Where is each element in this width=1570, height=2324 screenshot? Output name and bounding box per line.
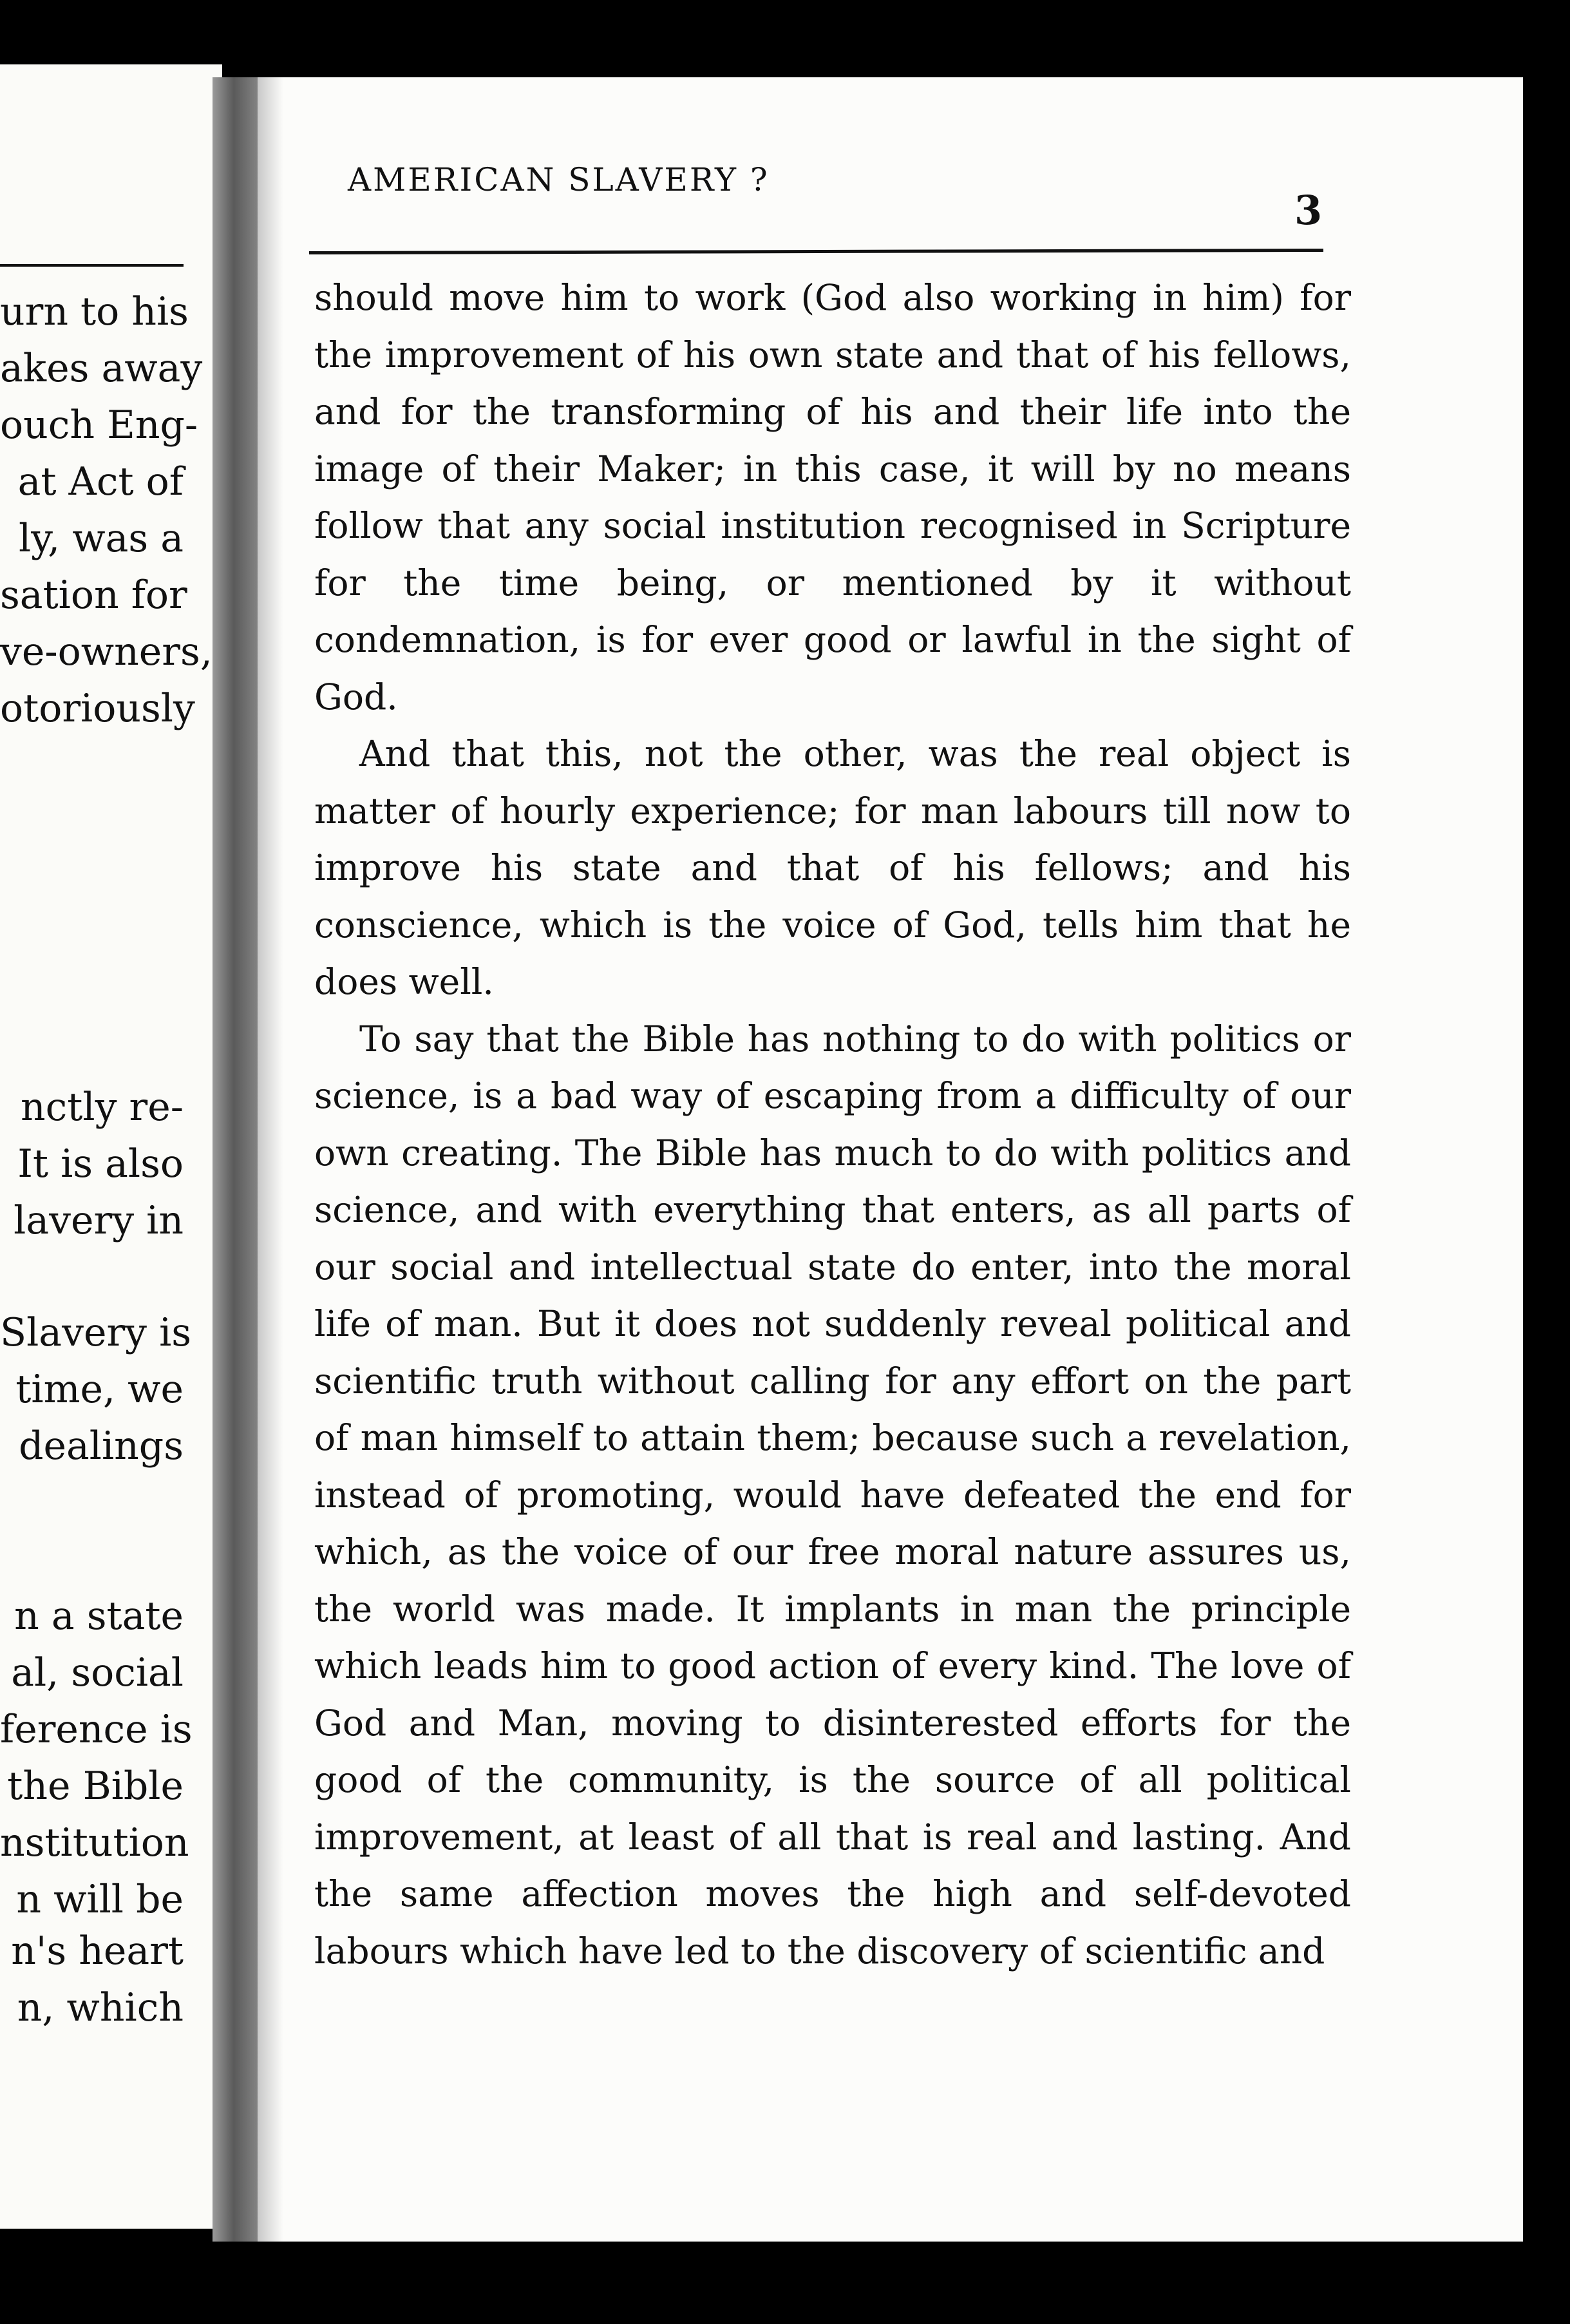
left-line: sation for <box>0 573 187 618</box>
left-text-group-3 <box>0 1304 192 1474</box>
left-line: the Bible <box>7 1764 184 1809</box>
left-page <box>0 64 222 2229</box>
left-line: akes away <box>0 346 203 391</box>
left-line: ly, was a <box>18 516 184 561</box>
left-line: nctly re- <box>21 1085 184 1130</box>
left-line: n's heart <box>11 1929 184 1974</box>
left-line: time, we <box>15 1367 184 1412</box>
left-text-group-2 <box>0 1079 184 1249</box>
left-text-group-1 <box>0 283 213 737</box>
left-line: otoriously <box>0 686 195 731</box>
left-page-rule <box>0 264 184 267</box>
left-line: nstitution <box>0 1820 189 1865</box>
page-number: 3 <box>1294 187 1323 234</box>
left-line: ve-owners, <box>0 629 213 674</box>
left-line: It is also <box>17 1141 184 1186</box>
left-line: urn to his <box>0 289 189 334</box>
left-line: n a state <box>14 1594 184 1639</box>
left-text-group-5 <box>0 1923 184 2036</box>
left-line: n will be <box>16 1877 184 1922</box>
paragraph: To say that the Bible has nothing to do with politics or science, is a bad way of escaping from a difficulty of our own creating. The Bible has much to do with politics and science, and with everything that enters, as all parts of our social and intellectual state do enter, into the moral life of man. But it does not suddenly reveal political and scientific truth without calling for any effort on the part of man himself to attain them; because such a revelation, instead of promoting, would have defeated the end for which, as the voice of our free moral nature assures us, the world was made. It implants in man the principle which leads him to good action of every kind. The love of God and Man, moving to disinterested efforts for the good of the community, is the source of all political improvement, at least of all that is real and lasting. And the same affection moves the high and self-devoted labours which have led to the discovery of scientific and <box>314 1018 1351 1972</box>
left-text-group-4 <box>0 1588 193 1928</box>
left-line: lavery in <box>14 1198 184 1243</box>
left-line: Slavery is <box>0 1310 192 1355</box>
left-line: al, social <box>11 1650 184 1695</box>
body-text <box>314 269 1351 1979</box>
left-line: ference is <box>0 1707 193 1752</box>
left-line: dealings <box>19 1424 184 1469</box>
paragraph: And that this, not the other, was the real object is matter of hourly experience; for man labours till now to improve his state and that of his fellows; and his conscience, which is the voice of God, tells him that he does well. <box>314 733 1351 1002</box>
left-line: at Act of <box>17 459 184 504</box>
running-head: AMERICAN SLAVERY ? <box>348 161 770 198</box>
left-line: ouch Eng- <box>0 403 198 448</box>
paragraph-continued: should move him to work (God also working in him) for the improvement of his own state and that of his fellows, and for the transforming of his and their life into the image of their Maker; in this case, it will by no means follow that any social institution recognised in Scripture for the time being, or mentioned by it without condemnation, is for ever good or lawful in the sight of God. <box>314 277 1351 718</box>
left-line: n, which <box>17 1985 184 2030</box>
